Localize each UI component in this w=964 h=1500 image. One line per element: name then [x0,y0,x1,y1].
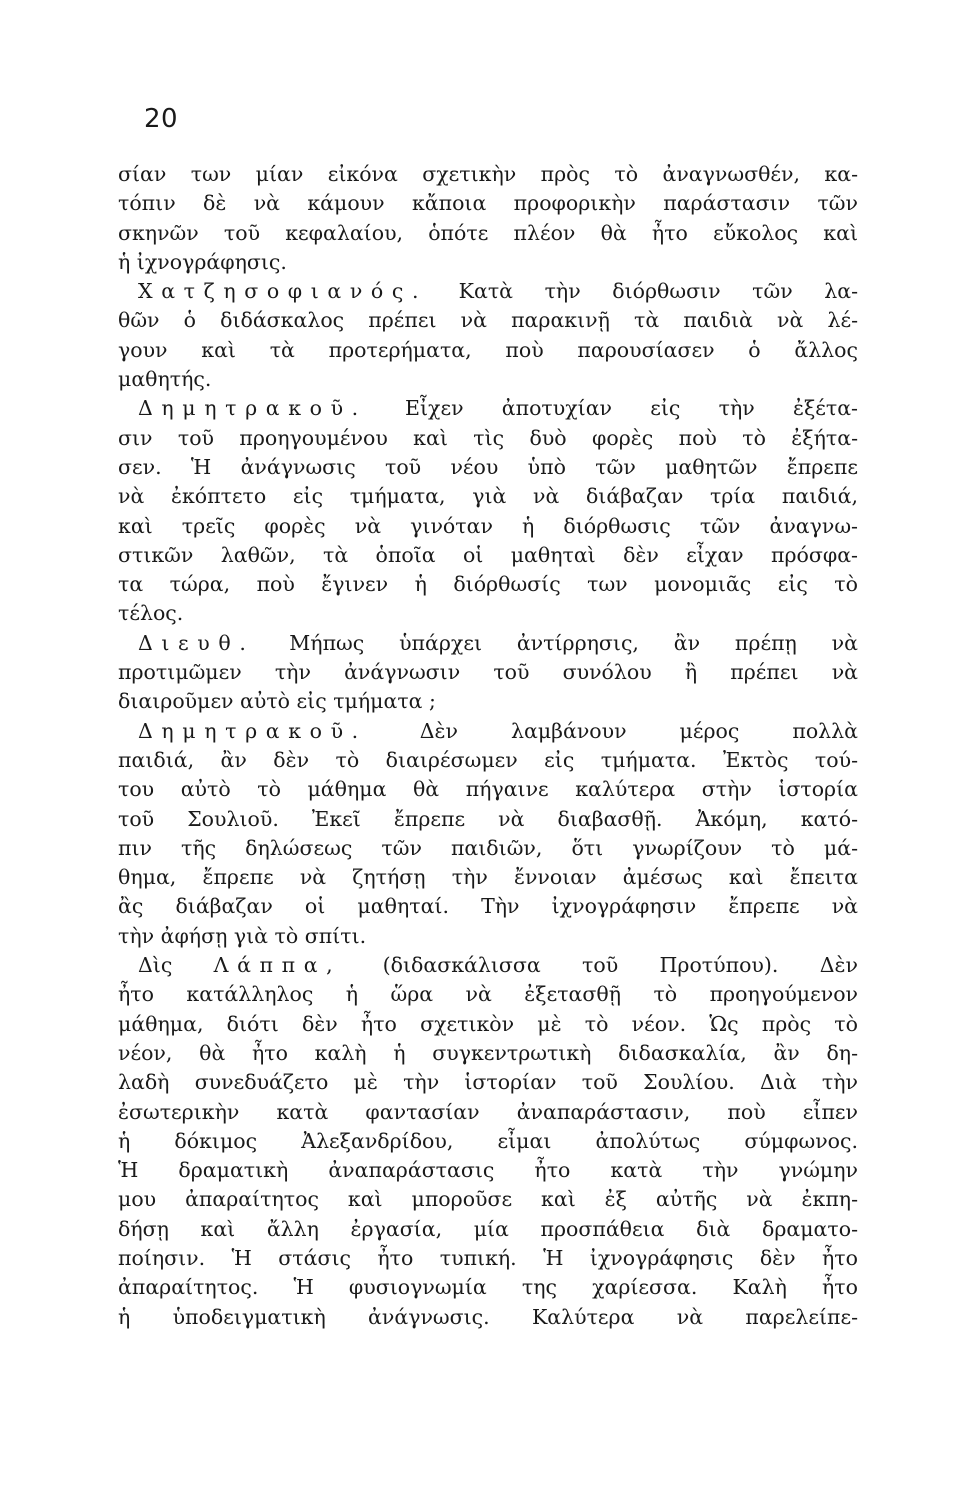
text-line [118,599,858,628]
text-line [118,512,858,541]
text-line [118,746,858,775]
text-line [118,570,858,599]
speaker-title: Δὶς [138,953,214,978]
line-text: προτιμῶμεν τὴν ἀνάγνωσιν τοῦ συνόλου ἢ πρέπει νὰ [118,660,858,685]
line-text: λαδὴ συνεδυάζετο μὲ τὴν ἱστορίαν τοῦ Σουλίου. Διὰ τὴν [118,1070,858,1095]
line-text: παιδιά, ἂν δὲν τὸ διαιρέσωμεν εἰς τμήματα. Ἐκτὸς τού- [118,747,858,772]
text-line [118,453,858,482]
text-line [118,717,858,746]
line-text: ἐσωτερικὴν κατὰ φαντασίαν ἀναπαράστασιν, ποὺ εἶπεν [118,1099,858,1124]
text-line [118,277,858,306]
text-line [118,775,858,804]
text-line [118,1215,858,1244]
text-line [118,160,858,189]
line-text: τέλος. [118,601,184,626]
line-text: στικῶν λαθῶν, τὰ ὁποῖα οἱ μαθηταὶ δὲν εἶχαν πρόσφα- [118,542,858,567]
line-text: μάθημα, διότι δὲν ἦτο σχετικὸν μὲ τὸ νέον. Ὡς πρὸς τὸ [118,1011,858,1036]
text-line [118,1039,858,1068]
speaker-name: Δημητρακοῦ. [138,718,367,743]
speaker-name: Διευθ. [138,630,255,655]
line-text: σιν τοῦ προηγουμένου καὶ τὶς δυὸ φορὲς ποὺ τὸ ἐξήτα- [118,425,858,450]
text-line [118,922,858,951]
line-text: σίαν των μίαν εἰκόνα σχετικὴν πρὸς τὸ ἀναγνωσθέν, κα- [118,162,858,186]
line-text: τόπιν δὲ νὰ κάμουν κἄποια προφορικὴν παράστασιν τῶν [118,191,858,216]
line-text: μου ἀπαραίτητος καὶ μποροῦσε καὶ ἐξ αὐτῆς νὰ ἐκπη- [118,1187,858,1212]
line-text: σεν. Ἡ ἀνάγνωσις τοῦ νέου ὑπὸ τῶν μαθητῶν ἔπρεπε [118,454,858,479]
speaker-name: Λάππα, [213,953,342,978]
line-text: γουν καὶ τὰ προτερήματα, ποὺ παρουσίασεν ὁ ἄλλος [118,337,858,362]
line-text: ἡ ἰχνογράφησις. [118,249,287,274]
speaker-name: Δημητρακοῦ. [138,396,367,421]
line-text: μαθητής. [118,367,212,392]
line-text: Κατὰ τὴν διόρθωσιν τῶν λα- [427,279,858,304]
line-text: σκηνῶν τοῦ κεφαλαίου, ὁπότε πλέον θὰ ἦτο εὔκολος καὶ [118,220,858,245]
text-line [118,365,858,394]
line-text: διαιροῦμεν αὐτὸ εἰς τμήματα ; [118,689,436,714]
text-line [118,834,858,863]
line-text: καὶ τρεῖς φορὲς νὰ γινόταν ἡ διόρθωσις τῶν ἀναγνω- [118,513,858,538]
line-text: Εἶχεν ἀποτυχίαν εἰς τὴν ἐξέτα- [366,396,858,421]
text-line [118,1185,858,1214]
text-line [118,1098,858,1127]
line-text: νὰ ἐκόπτετο εἰς τμήματα, γιὰ νὰ διάβαζαν τρία παιδιά, [118,484,858,509]
line-text: τοῦ Σουλιοῦ. Ἐκεῖ ἔπρεπε νὰ διαβασθῇ. Ἀκόμη, κατό- [118,806,858,831]
line-text: ἂς διάβαζαν οἱ μαθηταί. Τὴν ἰχνογράφησιν ἔπρεπε νὰ [118,894,858,919]
text-line [118,805,858,834]
text-line [118,1273,858,1302]
text-line [118,306,858,335]
text-line [118,863,858,892]
text-line [118,394,858,423]
text-line [118,658,858,687]
line-text: ἡ ὑποδειγματικὴ ἀνάγνωσις. Καλύτερα νὰ παρελείπε- [118,1304,858,1329]
line-text: ἦτο κατάλληλος ἡ ὥρα νὰ ἐξετασθῇ τὸ προηγούμενον [118,982,858,1007]
body-text [118,160,858,1332]
text-line [118,1127,858,1156]
line-text: Μήπως ὑπάρχει ἀντίρρησις, ἂν πρέπῃ νὰ [254,630,858,655]
text-line [118,892,858,921]
text-line [118,1303,858,1332]
speaker-name: Χατζησοφιανός. [138,279,428,304]
line-text: θῶν ὁ διδάσκαλος πρέπει νὰ παρακινῇ τὰ παιδιὰ νὰ λέ- [118,308,858,333]
text-line [118,951,858,980]
text-line [118,541,858,570]
line-text: Ἡ δραματικὴ ἀναπαράστασις ἦτο κατὰ τὴν γνώμην [118,1158,858,1183]
line-text: ἀπαραίτητος. Ἡ φυσιογνωμία της χαρίεσσα. Καλὴ ἦτο [118,1275,858,1300]
line-text: τὴν ἀφήσῃ γιὰ τὸ σπίτι. [118,923,367,948]
text-line [118,1010,858,1039]
text-line [118,219,858,248]
page-number: 20 [144,104,179,134]
text-line [118,1244,858,1273]
line-text: Δὲν λαμβάνουν μέρος πολλὰ [366,718,858,743]
text-line [118,189,858,218]
text-line [118,482,858,511]
text-line [118,1068,858,1097]
text-line [118,248,858,277]
text-line [118,980,858,1009]
text-line [118,687,858,716]
text-line [118,1156,858,1185]
line-text: (διδασκάλισσα τοῦ Προτύπου). Δὲν [341,953,859,978]
line-text: ποίησιν. Ἡ στάσις ἦτο τυπική. Ἡ ἰχνογράφησις δὲν ἦτο [118,1245,858,1270]
line-text: τα τώρα, ποὺ ἔγινεν ἡ διόρθωσίς των μονομιᾶς εἰς τὸ [118,572,858,597]
line-text: πιν τῆς δηλώσεως τῶν παιδιῶν, ὅτι γνωρίζουν τὸ μά- [118,835,858,860]
line-text: ἡ δόκιμος Ἀλεξανδρίδου, εἶμαι ἀπολύτως σύμφωνος. [118,1128,858,1153]
line-text: θημα, ἔπρεπε νὰ ζητήσῃ τὴν ἔννοιαν ἀμέσως καὶ ἔπειτα [118,865,858,890]
line-text: νέον, θὰ ἦτο καλὴ ἡ συγκεντρωτικὴ διδασκαλία, ἂν δη- [118,1040,858,1065]
line-text: δήσῃ καὶ ἄλλη ἐργασία, μία προσπάθεια διὰ δραματο- [118,1216,858,1241]
text-line [118,424,858,453]
text-line [118,629,858,658]
line-text: του αὐτὸ τὸ μάθημα θὰ πήγαινε καλύτερα στὴν ἱστορία [118,777,858,802]
text-line [118,336,858,365]
